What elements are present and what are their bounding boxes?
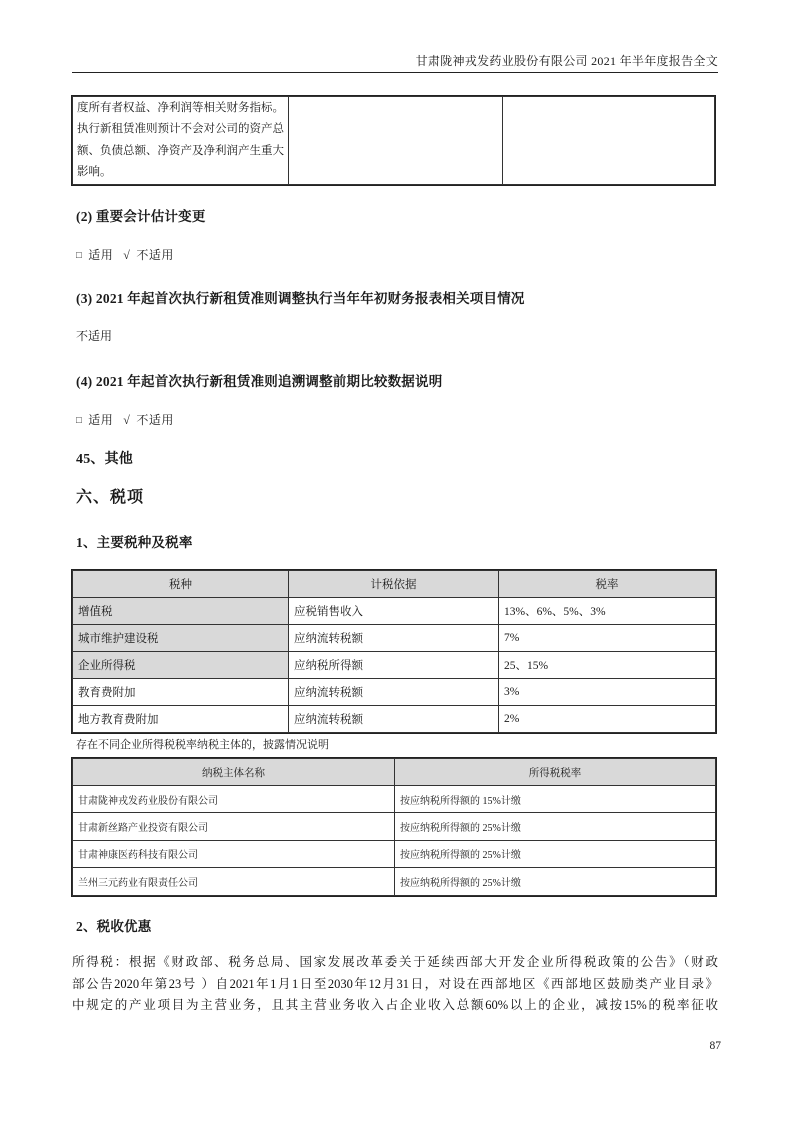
policy-impact-cell: 度所有者权益、净利润等相关财务指标。执行新租赁准则预计不会对公司的资产总额、负债总额、净资产及净利润产生重大影响。 — [73, 97, 289, 185]
entity-name-cell: 甘肃新丝路产业投资有限公司 — [73, 813, 395, 840]
table-header-row — [73, 759, 716, 786]
table-row — [73, 679, 716, 706]
not-apply-label: 不适用 — [136, 248, 174, 262]
check-mark-icon: √ — [123, 413, 131, 427]
heading-lease-adjust: (3) 2021 年起首次执行新租赁准则调整执行当年年初财务报表相关项目情况 — [76, 291, 525, 306]
not-apply-label: 不适用 — [136, 413, 174, 427]
tax-rate-cell: 13%、6%、5%、3% — [499, 598, 716, 625]
heading-tax-incentive: 2、税收优惠 — [76, 919, 152, 934]
applicability-line-retrospective — [76, 411, 174, 428]
page-number: 87 — [709, 1040, 721, 1052]
col-header-tax-rate: 税率 — [499, 571, 716, 598]
tax-type-cell: 地方教育费附加 — [73, 706, 289, 733]
checkbox-unchecked-icon: □ — [76, 251, 83, 261]
page-header-title: 甘肃陇神戎发药业股份有限公司 2021 年半年度报告全文 — [415, 54, 718, 68]
check-mark-icon: √ — [123, 248, 131, 262]
apply-label: 适用 — [88, 413, 114, 427]
entity-rate-cell: 按应纳税所得额的 25%计缴 — [395, 813, 716, 840]
tax-rate-cell: 3% — [499, 679, 716, 706]
col-header-entity-name: 纳税主体名称 — [73, 759, 395, 786]
entity-rate-cell: 按应纳税所得额的 15%计缴 — [395, 786, 716, 813]
heading-tax-chapter: 六、税项 — [76, 489, 145, 506]
table-row — [73, 598, 716, 625]
entity-name-cell: 兰州三元药业有限责任公司 — [73, 868, 395, 895]
tax-rate-cell: 7% — [499, 625, 716, 652]
not-applicable-text: 不适用 — [76, 329, 113, 343]
applicability-line-estimate-change — [76, 246, 174, 263]
income-tax-paragraph — [72, 952, 718, 1017]
paragraph-line: 所得税：根据《财政部、税务总局、国家发展改革委关于延续西部大开发企业所得税政策的公告》（财政 — [72, 955, 718, 969]
paragraph-line: 部公告2020年第23号 ）自2021年1月1日至2030年12月31日，对设在西部地区《西部地区鼓励类产业目录》 — [72, 976, 718, 991]
checkbox-unchecked-icon: □ — [76, 416, 83, 426]
tax-basis-cell: 应税销售收入 — [289, 598, 499, 625]
tax-basis-cell: 应纳税所得额 — [289, 652, 499, 679]
continued-accounting-policy-table — [72, 96, 715, 185]
table-row — [73, 97, 715, 185]
table-row — [73, 786, 716, 813]
entity-rate-cell: 按应纳税所得额的 25%计缴 — [395, 840, 716, 867]
entity-name-cell: 甘肃神康医药科技有限公司 — [73, 840, 395, 867]
table-row — [73, 625, 716, 652]
table-row — [73, 706, 716, 733]
table-row — [73, 652, 716, 679]
apply-label: 适用 — [88, 248, 114, 262]
paragraph-line: 中规定的产业项目为主营业务，且其主营业务收入占企业收入总额60%以上的企业，减按15%的税率征收 — [72, 998, 718, 1013]
tax-rate-table — [72, 570, 716, 733]
tax-basis-cell: 应纳流转税额 — [289, 706, 499, 733]
taxable-entity-table — [72, 758, 716, 896]
heading-other: 45、其他 — [76, 452, 133, 467]
entity-name-cell: 甘肃陇神戎发药业股份有限公司 — [73, 786, 395, 813]
tax-type-cell: 增值税 — [73, 598, 289, 625]
tax-type-cell: 教育费附加 — [73, 679, 289, 706]
col-header-tax-type: 税种 — [73, 571, 289, 598]
tax-basis-cell: 应纳流转税额 — [289, 679, 499, 706]
empty-cell — [289, 97, 503, 185]
heading-estimate-change: (2) 重要会计估计变更 — [76, 209, 206, 224]
tax-type-cell: 企业所得税 — [73, 652, 289, 679]
tax-type-cell: 城市维护建设税 — [73, 625, 289, 652]
tax-rate-cell: 2% — [499, 706, 716, 733]
table-row — [73, 813, 716, 840]
table-header-row — [73, 571, 716, 598]
tax-basis-cell: 应纳流转税额 — [289, 625, 499, 652]
entity-rate-cell: 按应纳税所得额的 25%计缴 — [395, 868, 716, 895]
header-rule — [72, 72, 718, 73]
table-row — [73, 840, 716, 867]
col-header-income-tax-rate: 所得税税率 — [395, 759, 716, 786]
col-header-tax-basis: 计税依据 — [289, 571, 499, 598]
table-row — [73, 868, 716, 895]
heading-main-taxes: 1、主要税种及税率 — [76, 535, 193, 550]
empty-cell — [503, 97, 715, 185]
heading-retrospective-adjust: (4) 2021 年起首次执行新租赁准则追溯调整前期比较数据说明 — [76, 374, 443, 389]
tax-note-text: 存在不同企业所得税税率纳税主体的，披露情况说明 — [76, 739, 329, 751]
tax-rate-cell: 25、15% — [499, 652, 716, 679]
